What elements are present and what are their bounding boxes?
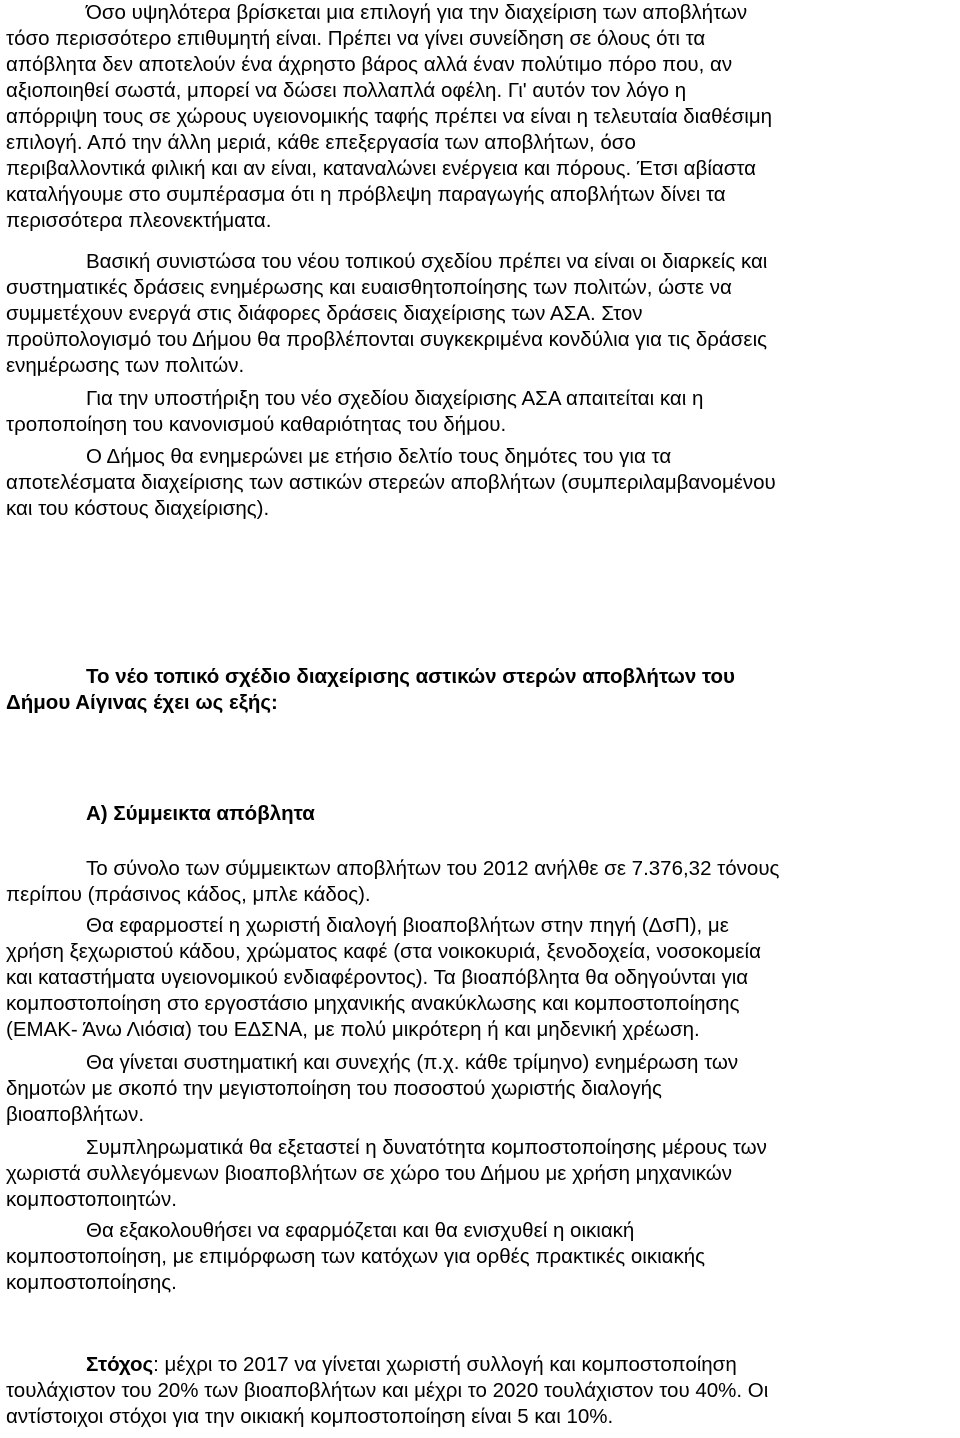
para3-line-1: Για την υποστήριξη του νέο σχεδίου διαχείρισης ΑΣΑ απαιτείται και η bbox=[86, 387, 704, 410]
para5-line-2: περίπου (πράσινος κάδος, μπλε κάδος). bbox=[6, 883, 371, 906]
intro-line-1: Όσο υψηλότερα βρίσκεται μια επιλογή για την διαχείριση των αποβλήτων bbox=[86, 1, 748, 24]
para6-line-3: και καταστήματα υγειονομικού ενδιαφέροντος). Τα βιοαπόβλητα θα οδηγούνται για bbox=[6, 966, 749, 989]
para8-line-3: κομποστοποιητών. bbox=[6, 1188, 178, 1211]
para6-line-2: χρήση ξεχωριστού κάδου, χρώματος καφέ (στα νοικοκυριά, ξενοδοχεία, νοσοκομεία bbox=[6, 940, 761, 963]
goal-label: Στόχος bbox=[86, 1353, 154, 1376]
intro-line-4: αξιοποιηθεί σωστά, μπορεί να δώσει πολλαπλά οφέλη. Γι' αυτόν τον λόγο η bbox=[6, 79, 687, 102]
goal-line-1 bbox=[86, 1352, 737, 1378]
intro-line-5: απόρριψη τους σε χώρους υγειονομικής ταφής πρέπει να είναι η τελευταία διαθέσιμη bbox=[6, 105, 773, 128]
plan-heading-line-1: Το νέο τοπικό σχέδιο διαχείρισης αστικών στερών αποβλήτων του bbox=[86, 665, 735, 688]
para3-line-2: τροποποίηση του κανονισμού καθαριότητας του δήμου. bbox=[6, 413, 507, 436]
para2-line-1: Βασική συνιστώσα του νέου τοπικού σχεδίου πρέπει να είναι οι διαρκείς και bbox=[86, 250, 768, 273]
intro-line-3: απόβλητα δεν αποτελούν ένα άχρηστο βάρος αλλά έναν πολύτιμο πόρο που, αν bbox=[6, 53, 733, 76]
para5-line-1: Το σύνολο των σύμμεικτων αποβλήτων του 2012 ανήλθε σε 7.376,32 τόνους bbox=[86, 857, 780, 880]
section-a-title: Α) Σύμμεικτα απόβλητα bbox=[86, 802, 315, 825]
para2-line-2: συστηματικές δράσεις ενημέρωσης και ευαισθητοποίησης των πολιτών, ώστε να bbox=[6, 276, 732, 299]
para2-line-4: προϋπολογισμό του Δήμου θα προβλέπονται συγκεκριμένα κονδύλια για τις δράσεις bbox=[6, 328, 768, 351]
para7-line-2: δημοτών με σκοπό την μεγιστοποίηση του ποσοστού χωριστής διαλογής bbox=[6, 1077, 662, 1100]
para4-line-3: και του κόστους διαχείρισης). bbox=[6, 497, 270, 520]
para6-line-5: (ΕΜΑΚ- Άνω Λιόσια) του ΕΔΣΝΑ, με πολύ μικρότερη ή και μηδενική χρέωση. bbox=[6, 1018, 700, 1041]
para8-line-1: Συμπληρωματικά θα εξεταστεί η δυνατότητα κομποστοποίησης μέρους των bbox=[86, 1136, 767, 1159]
para4-line-2: αποτελέσματα διαχείρισης των αστικών στερεών αποβλήτων (συμπεριλαμβανομένου bbox=[6, 471, 776, 494]
para6-line-4: κομποστοποίηση στο εργοστάσιο μηχανικής ανακύκλωσης και κομποστοποίησης bbox=[6, 992, 740, 1015]
plan-heading-line-2: Δήμου Αίγινας έχει ως εξής: bbox=[6, 691, 278, 714]
intro-line-9: περισσότερα πλεονεκτήματα. bbox=[6, 209, 272, 232]
goal-line-2: τουλάχιστον του 20% των βιοαποβλήτων και μέχρι το 2020 τουλάχιστον του 40%. Οι bbox=[6, 1379, 769, 1402]
intro-line-8: καταλήγουμε στο συμπέρασμα ότι η πρόβλεψη παραγωγής αποβλήτων δίνει τα bbox=[6, 183, 726, 206]
para7-line-1: Θα γίνεται συστηματική και συνεχής (π.χ. κάθε τρίμηνο) ενημέρωση των bbox=[86, 1051, 739, 1074]
para4-line-1: Ο Δήμος θα ενημερώνει με ετήσιο δελτίο τους δημότες του για τα bbox=[86, 445, 672, 468]
para6-line-1: Θα εφαρμοστεί η χωριστή διαλογή βιοαποβλήτων στην πηγή (ΔσΠ), με bbox=[86, 914, 729, 937]
intro-line-6: επιλογή. Από την άλλη μεριά, κάθε επεξεργασία των αποβλήτων, όσο bbox=[6, 131, 636, 154]
para9-line-2: κομποστοποίηση, με επιμόρφωση των κατόχων για ορθές πρακτικές οικιακής bbox=[6, 1245, 706, 1268]
para8-line-2: χωριστά συλλεγόμενων βιοαποβλήτων σε χώρο του Δήμου με χρήση μηχανικών bbox=[6, 1162, 733, 1185]
goal-line-1-text: : μέχρι το 2017 να γίνεται χωριστή συλλογή και κομποστοποίηση bbox=[153, 1353, 737, 1376]
para9-line-1: Θα εξακολουθήσει να εφαρμόζεται και θα ενισχυθεί η οικιακή bbox=[86, 1219, 635, 1242]
intro-line-2: τόσο περισσότερο επιθυμητή είναι. Πρέπει να γίνει συνείδηση σε όλους ότι τα bbox=[6, 27, 706, 50]
para7-line-3: βιοαποβλήτων. bbox=[6, 1103, 145, 1126]
goal-line-3: αντίστοιχοι στόχοι για την οικιακή κομποστοποίηση είναι 5 και 10%. bbox=[6, 1405, 614, 1428]
para2-line-5: ενημέρωσης των πολιτών. bbox=[6, 354, 245, 377]
para9-line-3: κομποστοποίησης. bbox=[6, 1271, 177, 1294]
intro-line-7: περιβαλλοντικά φιλική και αν είναι, καταναλώνει ενέργεια και πόρους. Έτσι αβίαστα bbox=[6, 157, 757, 180]
para2-line-3: συμμετέχουν ενεργά στις διάφορες δράσεις διαχείρισης των ΑΣΑ. Στον bbox=[6, 302, 643, 325]
